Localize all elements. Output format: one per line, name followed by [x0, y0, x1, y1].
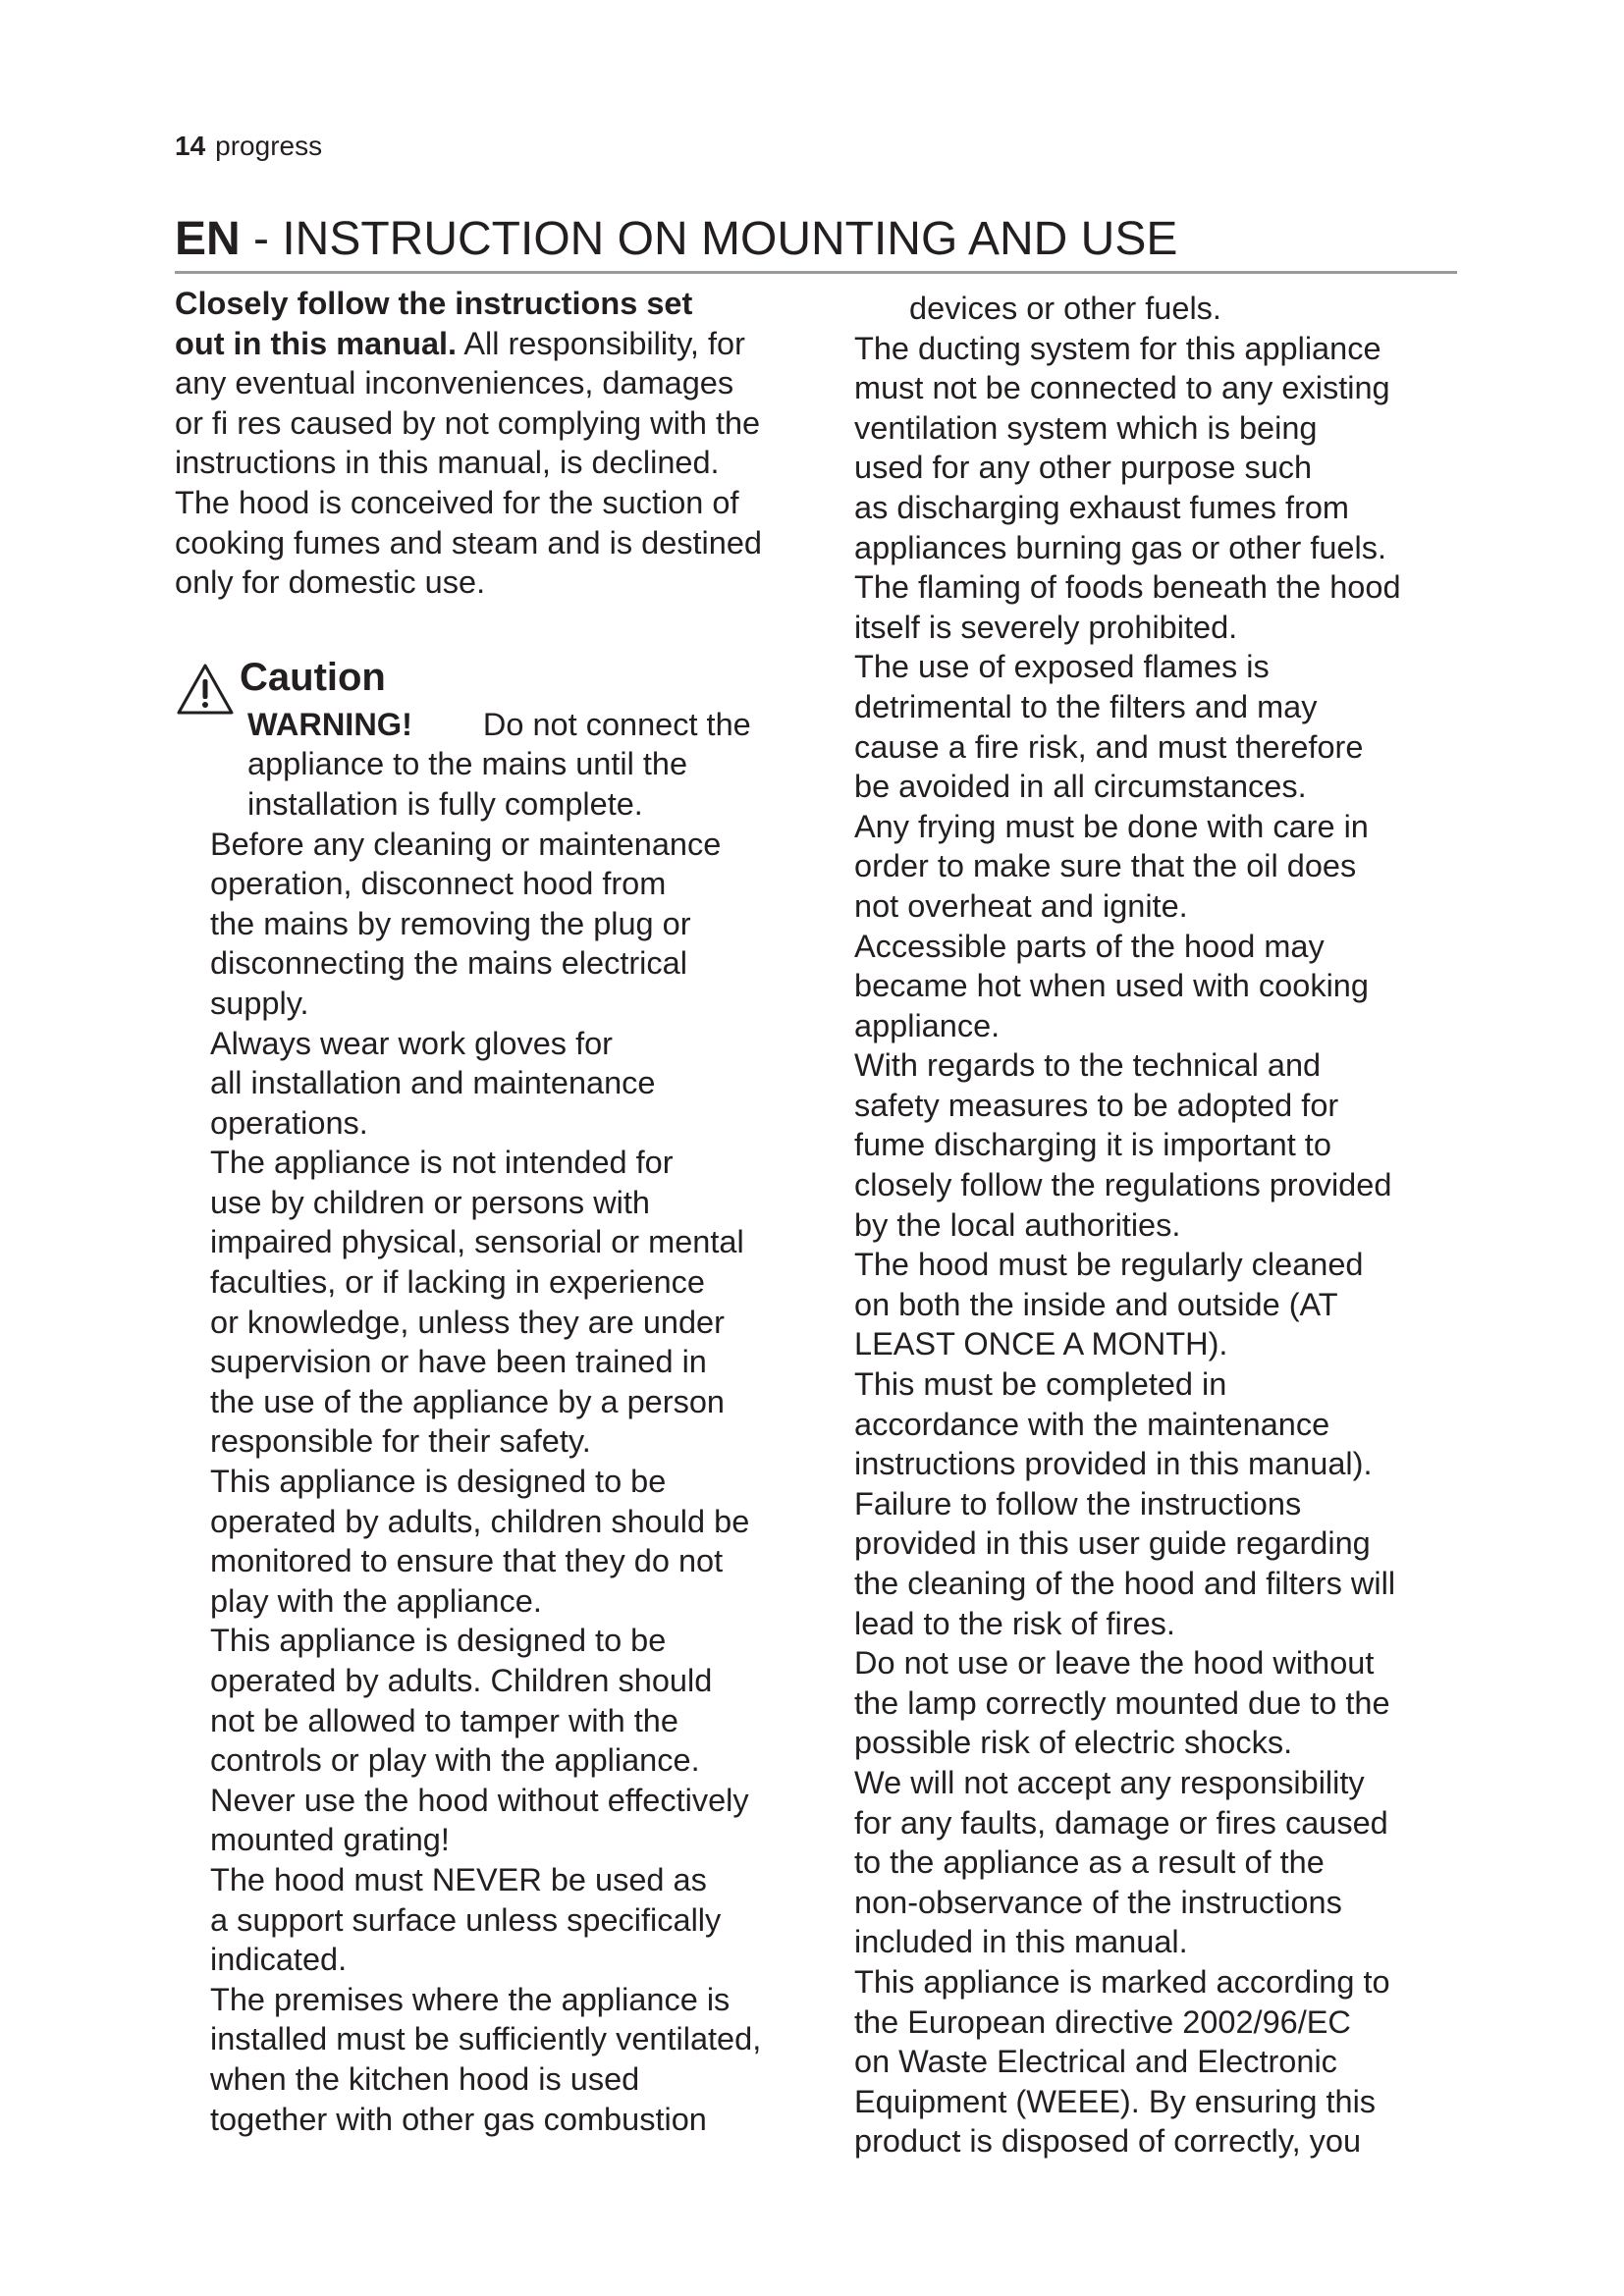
intro-bold-line2: out in this manual.: [175, 325, 458, 361]
warning-line: appliance to the mains until the: [247, 746, 688, 782]
caution-item-line: detrimental to the filters and may: [854, 688, 1318, 724]
caution-list-item: [854, 1364, 1483, 1643]
caution-item-line: operations.: [210, 1104, 368, 1141]
caution-item-line: supervision or have been trained in: [210, 1344, 707, 1380]
caution-item-line: non-observance of the instructions: [854, 1884, 1342, 1920]
caution-item-line: fume discharging it is important to: [854, 1127, 1331, 1163]
caution-item-line: to the appliance as a result of the: [854, 1844, 1325, 1881]
caution-item-line: This must be completed in: [854, 1366, 1227, 1403]
caution-item-line: used for any other purpose such: [854, 450, 1313, 486]
caution-item-line: appliances burning gas or other fuels.: [854, 529, 1387, 565]
caution-item-line: Do not use or leave the hood without: [854, 1645, 1375, 1682]
caution-heading: [175, 655, 813, 705]
caution-item-line: monitored to ensure that they do not: [210, 1543, 724, 1579]
caution-list-item: [854, 927, 1483, 1046]
section-title: [175, 210, 1457, 269]
caution-item-line: safety measures to be adopted for: [854, 1087, 1339, 1123]
warning-label: WARNING!: [247, 706, 412, 742]
caution-item-line: With regards to the technical and: [854, 1047, 1322, 1084]
section-title-text: - INSTRUCTION ON MOUNTING AND USE: [240, 213, 1178, 265]
intro-bold-line1: Closely follow the instructions set: [175, 286, 693, 321]
caution-item-line: Always wear work gloves for: [210, 1025, 613, 1061]
caution-item-line: the lamp correctly mounted due to the: [854, 1684, 1390, 1721]
caution-item-line: This appliance is designed to be: [210, 1464, 667, 1500]
caution-item-line: provided in this user guide regarding: [854, 1525, 1371, 1562]
caution-item-line: disconnecting the mains electrical: [210, 945, 687, 982]
caution-item-line: play with the appliance.: [210, 1582, 542, 1619]
page-number: 14: [175, 131, 206, 161]
intro-line: instructions in this manual, is declined.: [175, 445, 720, 481]
caution-item-line: included in this manual.: [854, 1924, 1188, 1960]
caution-item-line: accordance with the maintenance: [854, 1406, 1330, 1442]
caution-item-line: mounted grating!: [210, 1822, 450, 1858]
caution-item-line: The flaming of foods beneath the hood: [854, 569, 1401, 606]
intro-line: cooking fumes and steam and is destined: [175, 524, 762, 561]
caution-item-line: for any faults, damage or fires caused: [854, 1804, 1388, 1841]
intro-line2-rest: All responsibility, for: [457, 325, 745, 361]
intro-line: The hood is conceived for the suction of: [175, 484, 739, 520]
intro-line: any eventual inconveniences, damages: [175, 365, 734, 401]
caution-item-line: lead to the risk of fires.: [854, 1605, 1175, 1641]
caution-list-item: [854, 647, 1483, 806]
caution-item-line: Failure to follow the instructions: [854, 1485, 1302, 1522]
caution-item-line: order to make sure that the oil does: [854, 848, 1357, 884]
caution-item-line: not overheat and ignite.: [854, 887, 1188, 924]
caution-item-line: faculties, or if lacking in experience: [210, 1264, 706, 1301]
caution-item-line: instructions provided in this manual).: [854, 1446, 1373, 1482]
caution-item-line: be avoided in all circumstances.: [854, 769, 1307, 805]
caution-item-line: the use of the appliance by a person: [210, 1383, 725, 1419]
caution-item-line: when the kitchen hood is used: [210, 2060, 640, 2097]
caution-item-line: indicated.: [210, 1942, 348, 1978]
caution-item-line: supply.: [210, 985, 309, 1021]
caution-item-line: cause a fire risk, and must therefore: [854, 728, 1364, 765]
caution-item-line: The ducting system for this appliance: [854, 330, 1381, 366]
left-column: [175, 284, 813, 2139]
caution-list-item: [854, 807, 1483, 927]
caution-item-line: impaired physical, sensorial or mental: [210, 1224, 744, 1260]
caution-item-line: LEAST ONCE A MONTH).: [854, 1326, 1228, 1362]
caution-item-line: The hood must NEVER be used as: [210, 1861, 707, 1897]
caution-item-line: installed must be sufficiently ventilated,: [210, 2021, 762, 2057]
caution-list-item: [854, 1245, 1483, 1364]
caution-item-line: all installation and maintenance: [210, 1065, 656, 1101]
caution-item-line: Equipment (WEEE). By ensuring this: [854, 2083, 1377, 2119]
caution-item-line: closely follow the regulations provided: [854, 1167, 1392, 1203]
intro-line: only for domestic use.: [175, 564, 486, 601]
caution-item-line: This appliance is designed to be: [210, 1623, 667, 1659]
caution-item-line: operation, disconnect hood from: [210, 866, 667, 902]
caution-item-line: on Waste Electrical and Electronic: [854, 2044, 1337, 2080]
caution-list-item: [854, 329, 1483, 568]
caution-item-line: a support surface unless specifically: [210, 1901, 722, 1938]
caution-item-line: Any frying must be done with care in: [854, 808, 1369, 844]
caution-item-line: The appliance is not intended for: [210, 1145, 674, 1181]
caution-item-line: became hot when used with cooking: [854, 968, 1369, 1004]
caution-item-line: possible risk of electric shocks.: [854, 1725, 1293, 1761]
caution-item-line: on both the inside and outside (AT: [854, 1286, 1338, 1322]
caution-item-line: Never use the hood without effectively: [210, 1782, 749, 1818]
caution-item-line: not be allowed to tamper with the: [210, 1702, 678, 1738]
caution-item-line: responsible for their safety.: [210, 1423, 591, 1460]
caution-list-item: [192, 1462, 813, 1621]
caution-item-line: by the local authorities.: [854, 1206, 1181, 1243]
caution-item-line: the cleaning of the hood and filters will: [854, 1566, 1396, 1601]
caution-item-line: or knowledge, unless they are under: [210, 1304, 725, 1340]
warning-line: installation is fully complete.: [247, 785, 643, 822]
caution-list-item: [192, 1024, 813, 1144]
warning-triangle-icon: [175, 662, 236, 719]
brand-name: progress: [215, 131, 323, 161]
caution-item-line: the mains by removing the plug or: [210, 905, 691, 941]
warning-item: [175, 705, 813, 825]
caution-item-line: Accessible parts of the hood may: [854, 928, 1325, 964]
caution-item-line: This appliance is marked according to: [854, 1963, 1390, 2000]
caution-item-line: controls or play with the appliance.: [210, 1742, 700, 1779]
caution-item-line: Before any cleaning or maintenance: [210, 826, 722, 862]
caution-label: Caution: [240, 655, 386, 699]
caution-list-item: [192, 1781, 813, 1860]
left-caution-list: [175, 825, 813, 2140]
caution-list-item: [192, 1143, 813, 1462]
intro-paragraph: [175, 284, 813, 603]
language-code: EN: [175, 213, 241, 265]
caution-item-line: We will not accept any responsibility: [854, 1764, 1365, 1800]
caution-item-line: operated by adults. Children should: [210, 1663, 713, 1698]
title-divider: [175, 271, 1457, 274]
caution-item-line: ventilation system which is being: [854, 409, 1318, 446]
caution-item-line: The hood must be regularly cleaned: [854, 1247, 1364, 1283]
page-header: [175, 131, 322, 162]
caution-item-line: use by children or persons with: [210, 1184, 651, 1220]
caution-list-item: [192, 1621, 813, 1780]
caution-list-item: [854, 1643, 1483, 1763]
caution-list-item: [854, 1962, 1483, 2162]
continuation-line: devices or other fuels.: [909, 291, 1221, 326]
caution-item-line: itself is severely prohibited.: [854, 609, 1238, 645]
caution-item-line: product is disposed of correctly, you: [854, 2123, 1362, 2160]
caution-list-item: [192, 825, 813, 1024]
right-caution-list: [854, 329, 1483, 2162]
warning-first-line: Do not connect the: [482, 706, 751, 742]
caution-item-line: must not be connected to any existing: [854, 370, 1390, 406]
caution-item-line: appliance.: [854, 1007, 1001, 1043]
caution-list-item: [854, 567, 1483, 647]
caution-list-item: [854, 1045, 1483, 1245]
intro-line: or fi res caused by not complying with the: [175, 404, 761, 441]
caution-item-line: operated by adults, children should be: [210, 1503, 750, 1539]
caution-list-item: [192, 1980, 813, 2139]
caution-item-line: together with other gas combustion: [210, 2101, 707, 2137]
caution-item-line: the European directive 2002/96/EC: [854, 2003, 1351, 2040]
caution-list-item: [854, 1763, 1483, 1962]
caution-list-item: [192, 1860, 813, 1980]
caution-item-line: The use of exposed flames is: [854, 649, 1270, 685]
caution-item-line: The premises where the appliance is: [210, 1981, 731, 2017]
caution-item-line: as discharging exhaust fumes from: [854, 489, 1349, 525]
right-column: [854, 289, 1483, 2162]
